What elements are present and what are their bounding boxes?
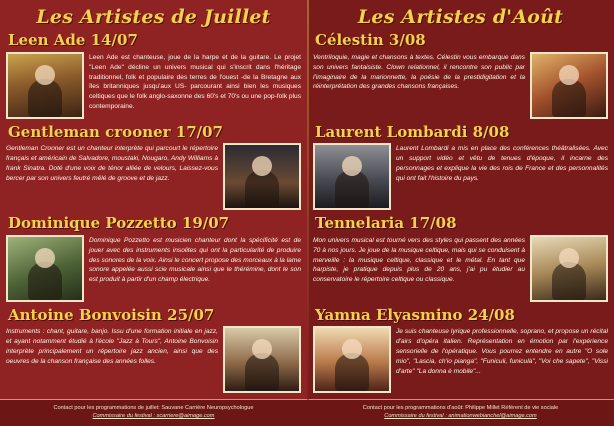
artist-photo <box>223 326 301 393</box>
artist-photo <box>530 235 608 302</box>
artist-description: Dominique Pozzetto est musicien chanteur dont la spécificité est de jouer avec des instruments insolites qui ont la particularité de produire des sonores de la voix. Ainsi le concert propose des morceaux à la lame sonore appelée aussi scie musicale ainsi que le thérémine, dont le son est produit à partir d'un champ électrique. <box>89 236 301 284</box>
column-title-aout: Les Artistes d'Août <box>357 6 564 28</box>
footer-aout-line1: Contact pour les programmations d'août: Philippe Millet Référent de vie sociale <box>362 405 559 411</box>
artist-description: Ventriloquie, magie et chansons à textes. Célestin vous embarque dans son univers fantaisiste. Clown relationnel, il rencontre son public par l'imaginaire de la marionnette, la poésie de la prestidigitation et la réinterprétation des grandes chansons françaises. <box>313 53 525 91</box>
footer-juillet <box>0 400 307 426</box>
footer-aout <box>307 400 614 426</box>
artist-description: Laurent Lombardi a mis en place des conférences théâtralisées. Avec un support vidéo et vêtu de tenues d'époque, il incarne des personnages et explique la vie des rois de France et des personnalités qui ont fait l'histoire du pays. <box>396 145 608 182</box>
artist-name: Dominique Pozzetto 19/07 <box>8 214 230 232</box>
artist-card <box>313 305 608 394</box>
artist-card <box>6 216 301 302</box>
artist-photo <box>6 52 84 119</box>
artist-photo <box>530 52 608 119</box>
artist-photo <box>223 143 301 210</box>
artist-description: Mon univers musical est tourné vers des styles qui passent des années 70 à nos jours. Je joue de la musique celtique, mais qui se conduisent à merveille : la musique celtique, classique et le métal. En tant que harpiste, je pratique depuis plus de 20 ans, j'ai pu étudier au conservatoire le répertoire celtique ou classique. <box>313 236 525 284</box>
artist-body <box>6 52 301 119</box>
artist-card <box>6 122 301 211</box>
artist-photo <box>313 143 391 210</box>
artist-description: Leen Ade est chanteuse, joue de la harpe et de la guitare. Le projet "Leen Ade" décline un univers musical qui s'inscrit dans l'héritage traditionnel, folk et populaire des terres de l'ouest -de la Bretagne aux îles britanniques jusqu'aux US- parcourant ainsi bien les musiques celtiques que le folk anglo-saxonne des 60's et 70's ou une pop-folk plus contemporaine. <box>89 53 301 111</box>
artist-card <box>6 305 301 394</box>
artist-photo <box>6 235 84 302</box>
artist-body <box>313 326 608 393</box>
artist-description: Instruments : chant, guitare, banjo. Issu d'une formation initiale en jazz, et ayant notamment étudié à l'école "Jazz à Tours", Antoine Bonvoisin interprète principalement un répertoire jazz ancien, ainsi que des oeuvres de la chanson française des années folles. <box>6 328 218 365</box>
artist-body <box>6 143 301 210</box>
artist-photo <box>313 326 391 393</box>
artist-name: Laurent Lombardi 8/08 <box>315 122 510 141</box>
column-juillet <box>0 0 307 399</box>
column-aout <box>307 0 614 399</box>
artist-body <box>6 235 301 302</box>
artist-card <box>313 33 608 119</box>
artist-name: Tennelaria 17/08 <box>315 214 457 232</box>
column-divider <box>307 0 309 400</box>
poster-footer <box>0 399 614 426</box>
footer-juillet-line1: Contact pour les programmations de juillet: Sauvane Carrière Neuropsychologue <box>53 405 254 411</box>
artist-description: Je suis chanteuse lyrique professionnelle, soprano, et propose un récital d'airs d'opéra italien. Représentation en émotion par l'expérience sensorielle de l'opératique. Vous pourrez entendre en autre "O sole mio", "Lascia, ch'io pianga", "Funiculi, funiculà", "Voi che sapete", "Vissi d'arte" "La donna è mobile"... <box>396 328 608 375</box>
artist-name: Yamna Elyasmino 24/08 <box>315 305 515 324</box>
artist-body <box>313 235 608 302</box>
artist-card <box>313 216 608 302</box>
artist-name: Célestin 3/08 <box>315 31 426 49</box>
artist-body <box>313 143 608 210</box>
column-title-juillet: Les Artistes de Juillet <box>36 6 271 28</box>
artist-card <box>6 33 301 119</box>
artist-description: Gentleman Crooner est un chanteur interprète qui parcourt le répertoire français et américain de Salvadore, moustaki, Nougaro, Andy Williams à frank Sinatra. Doté d'une voix de ténor alliée de velours, Laissez-vous bercer par son univers feutré mêlé de groove et de jazz. <box>6 145 218 182</box>
artist-name: Antoine Bonvoisin 25/07 <box>8 305 215 324</box>
artist-body <box>6 326 301 393</box>
artist-name: Leen Ade 14/07 <box>8 31 138 49</box>
artist-body <box>313 52 608 119</box>
footer-juillet-line2: Commissaire du festival : scarriere@aimage.com <box>92 413 215 420</box>
artist-name: Gentleman crooner 17/07 <box>8 122 223 141</box>
artist-card <box>313 122 608 211</box>
footer-aout-line2: Commissaire du festival : animationwebianchel@aimage.com <box>384 413 537 420</box>
